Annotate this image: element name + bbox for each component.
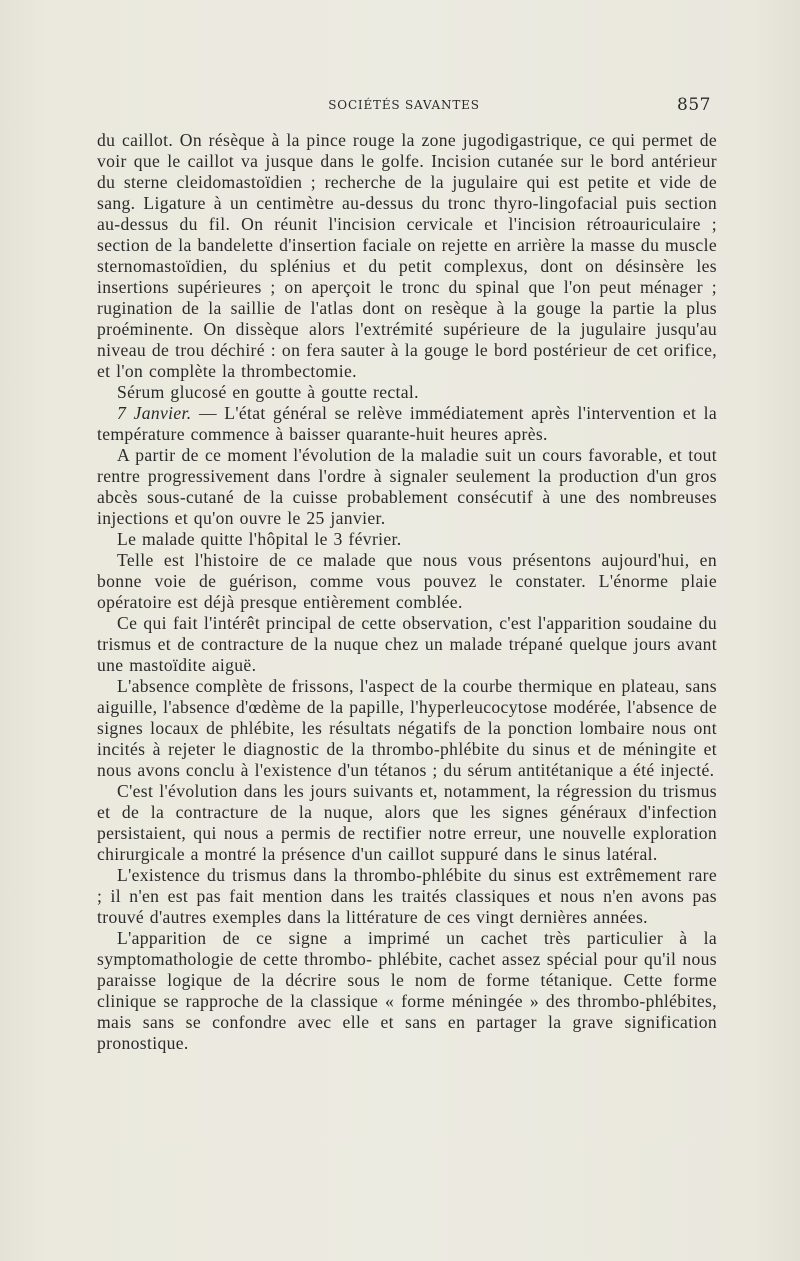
date-label: 7 Janvier. — [117, 403, 192, 423]
paragraph-rarity: L'existence du trismus dans la thrombo-phlébite du sinus est extrêmement rare ; il n'en est pas fait mention dans les traités classiques et nous n'en avons pas trouvé d'autres exemples dans la littérature de ces vingt dernières années. — [97, 865, 717, 927]
body-text — [97, 130, 717, 1054]
running-head — [97, 93, 711, 117]
paragraph-january-7 — [97, 403, 717, 445]
paragraph-operation-continued: du caillot. On résèque à la pince rouge la zone jugodigastrique, ce qui permet de voir que le caillot va jusque dans le golfe. Incision cutanée sur le bord antérieur du sterne cleidomastoïdien ; recherche de la jugulaire qui est petite et vide de sang. Ligature à un centimètre au-dessus du tronc thyro-lingofacial puis section au-dessus du fil. On réunit l'incision cervicale et l'incision rétroauriculaire ; section de la bandelette d'insertion faciale on rejette en arrière la masse du muscle sternomastoïdien, du splénius et du petit complexus, dont on désinsère les insertions supérieures ; on aperçoit le tronc du spinal que l'on peut ménager ; rugination de la saillie de l'atlas dont on resèque à la gouge la partie la plus proéminente. On dissèque alors l'extrémité supérieure de la jugulaire jusqu'au niveau de trou déchiré : on fera sauter à la gouge le bord postérieur de cet orifice, et l'on complète la thrombectomie. — [97, 130, 717, 381]
paragraph-serum: Sérum glucosé en goutte à goutte rectal. — [117, 382, 419, 402]
paragraph-discharge: Le malade quitte l'hôpital le 3 février. — [117, 529, 402, 549]
paragraph-january-7-text: — L'état général se relève immédiatement après l'intervention et la température commence à baisser quarante-huit heures après. — [97, 403, 718, 444]
paragraph-tetanic-form: L'apparition de ce signe a imprimé un cachet très particulier à la symptomathologie de cette thrombo- phlébite, cachet assez spécial pour qu'il nous paraisse logique de la décrire sous le nom de forme tétanique. Cette forme clinique se rapproche de la classique « forme méningée » des thrombo-phlébites, mais sans se confondre avec elle et sans en partager la grave signification pronostique. — [97, 928, 717, 1053]
paragraph-interest: Ce qui fait l'intérêt principal de cette observation, c'est l'apparition soudaine du trismus et de contracture de la nuque chez un malade trépané quelque jours avant une mastoïdite aiguë. — [97, 613, 717, 675]
paragraph-correction: C'est l'évolution dans les jours suivants et, notamment, la régression du trismus et de la contracture de la nuque, alors que les signes généraux d'infection persistaient, qui nous a permis de rectifier notre erreur, une nouvelle exploration chirurgicale a montré la présence d'un caillot suppuré dans le sinus latéral. — [97, 781, 717, 864]
paragraph-history: Telle est l'histoire de ce malade que nous vous présentons aujourd'hui, en bonne voie de guérison, comme vous pouvez le constater. L'énorme plaie opératoire est déjà presque entièrement comblée. — [97, 550, 717, 612]
page-number: 857 — [677, 95, 711, 115]
paragraph-evolution: A partir de ce moment l'évolution de la maladie suit un cours favorable, et tout rentre progressivement dans l'ordre à signaler seulement la production d'un gros abcès sous-cutané de la cuisse probablement consécutif à une des nombreuses injections et qu'on ouvre le 25 janvier. — [97, 445, 717, 528]
running-title: SOCIÉTÉS SAVANTES — [328, 98, 480, 112]
paragraph-diagnosis: L'absence complète de frissons, l'aspect de la courbe thermique en plateau, sans aiguille, l'absence d'œdème de la papille, l'hyperleucocytose modérée, l'absence de signes locaux de phlébite, les résultats négatifs de la ponction lombaire nous ont incités à rejeter le diagnostic de la thrombo-phlébite du sinus et de méningite et nous avons conclu à l'existence d'un tétanos ; du sérum antitétanique a été injecté. — [97, 676, 717, 780]
